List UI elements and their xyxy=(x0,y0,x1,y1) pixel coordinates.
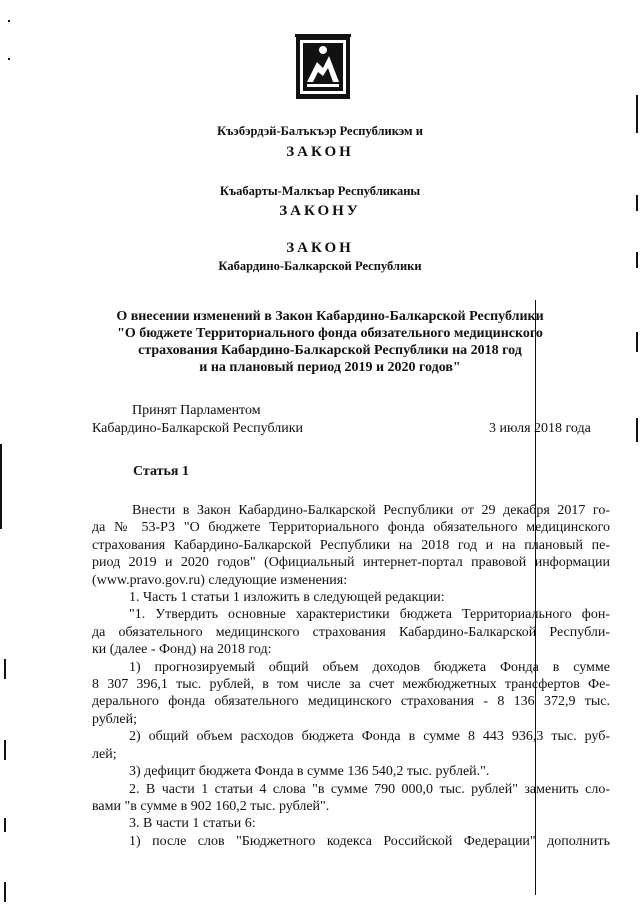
body-line: Внести в Закон Кабардино-Балкарской Республики от 29 декабря 2017 го- xyxy=(132,503,610,518)
coat-of-arms-icon xyxy=(293,32,353,102)
title-line: и на плановый период 2019 и 2020 годов" xyxy=(199,360,461,375)
scan-artifact-right-mark xyxy=(636,418,638,442)
body-line: (www.pravo.gov.ru) следующие изменения: xyxy=(92,572,348,588)
adopted-by-parliament: Кабардино-Балкарской Республики xyxy=(92,421,303,436)
scan-artifact-dot xyxy=(8,20,10,22)
article-heading: Статья 1 xyxy=(133,464,189,479)
body-line: да обязательного медицинского страхования Кабардино-Балкарской Республи- xyxy=(92,624,610,640)
header-kabardian-line: Къэбэрдэй-Балъкъэр Республикэм и xyxy=(217,124,423,138)
body-line: 1. Часть 1 статьи 1 изложить в следующей редакции: xyxy=(129,590,445,606)
adopted-by-line: Принят Парламентом xyxy=(132,403,261,418)
adoption-date: 3 июля 2018 года xyxy=(489,421,591,436)
scan-artifact-left-mark xyxy=(4,659,6,679)
body-line: рублей; xyxy=(92,711,137,727)
document-title xyxy=(80,308,580,376)
title-line: страхования Кабардино-Балкарской Республики на 2018 год xyxy=(138,343,522,358)
header-russian-word: ЗАКОН xyxy=(286,240,354,256)
body-line: 3. В части 1 статьи 6: xyxy=(129,816,256,832)
title-line: "О бюджете Территориального фонда обязательного медицинского xyxy=(117,326,543,341)
title-line: О внесении изменений в Закон Кабардино-Балкарской Республики xyxy=(116,309,544,324)
body-line: 8 307 396,1 тыс. рублей, в том числе за счет межбюджетных трансфертов Фе- xyxy=(92,677,610,693)
body-line: "1. Утвердить основные характеристики бюджета Территориального фон- xyxy=(129,607,610,623)
body-line: 1) прогнозируемый общий объем доходов бюджета Фонда в сумме xyxy=(129,659,610,675)
body-line: 1) после слов "Бюджетного кодекса Российской Федерации" дополнить xyxy=(129,833,610,849)
header-balkar-line: Къабарты-Малкъар Республиканы xyxy=(219,184,421,198)
body-line: 3) дефицит бюджета Фонда в сумме 136 540,2 тыс. рублей.". xyxy=(129,764,490,780)
body-line: 2) общий объем расходов бюджета Фонда в сумме 8 443 936,3 тыс. руб- xyxy=(129,729,610,745)
header-kabardian-word: ЗАКОН xyxy=(286,144,354,160)
scan-artifact-dot xyxy=(8,58,10,60)
scan-artifact-right-mark xyxy=(636,332,638,352)
body-line: лей; xyxy=(92,746,117,762)
body-line: вами "в сумме в 902 160,2 тыс. рублей". xyxy=(92,798,330,814)
scan-artifact-left-mark xyxy=(4,882,6,902)
body-line: риод 2019 и 2020 годов" (Официальный интернет-портал правовой информации xyxy=(92,555,610,571)
body-line: страхования Кабардино-Балкарской Республики на 2018 год и на плановый пе- xyxy=(92,537,610,553)
header-russian-line: Кабардино-Балкарской Республики xyxy=(218,259,422,273)
article-body xyxy=(92,502,610,850)
scan-artifact-left-mark xyxy=(4,740,6,760)
body-line: 2. В части 1 статьи 4 слова "в сумме 790 000,0 тыс. рублей" заменить сло- xyxy=(129,781,610,797)
scan-artifact-left-mark xyxy=(4,818,6,832)
body-line: ки (далее - Фонд) на 2018 год: xyxy=(92,642,272,658)
header-balkar-word: ЗАКОНУ xyxy=(279,203,361,219)
scan-artifact-left-mark xyxy=(0,444,2,529)
body-line: да № 53-РЗ "О бюджете Территориального фонда обязательного медицинского xyxy=(92,520,610,536)
body-line: дерального фонда обязательного медицинского страхования - 8 136 372,9 тыс. xyxy=(92,694,610,710)
